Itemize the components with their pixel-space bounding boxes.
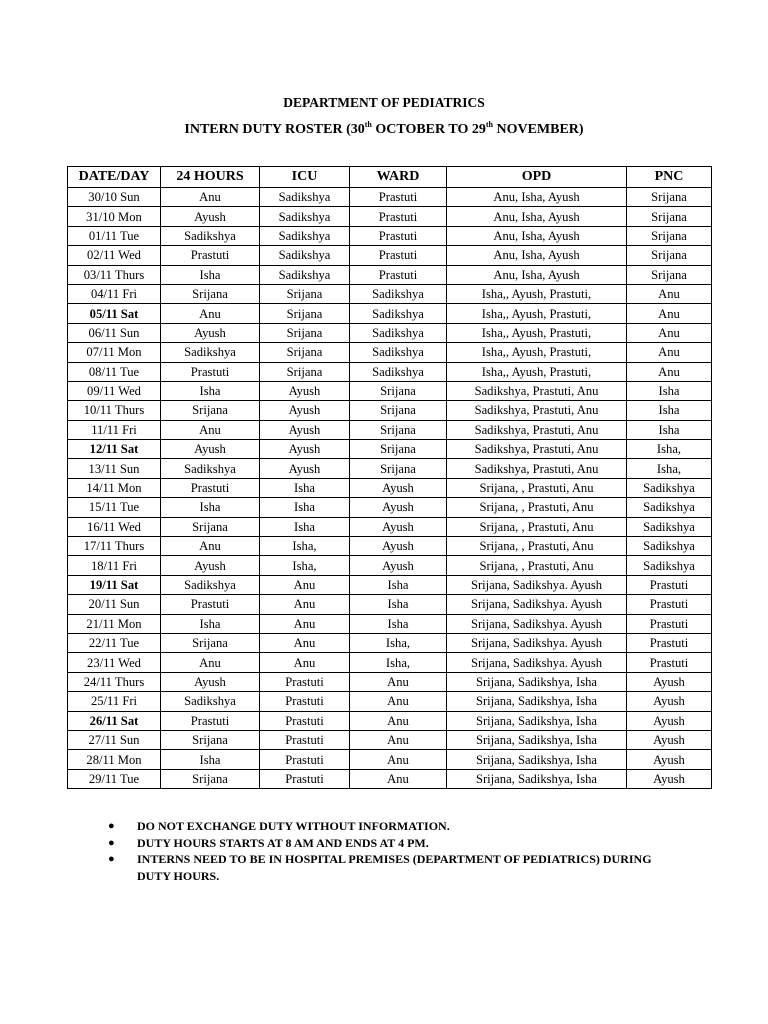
icu-cell: Prastuti (260, 750, 350, 769)
24hours-cell: Sadikshya (161, 226, 260, 245)
icu-cell: Srijana (260, 304, 350, 323)
icu-cell: Sadikshya (260, 188, 350, 207)
table-row (68, 478, 712, 497)
24hours-cell: Sadikshya (161, 692, 260, 711)
table-row (68, 556, 712, 575)
icu-cell: Sadikshya (260, 246, 350, 265)
ward-cell: Ayush (350, 498, 447, 517)
24hours-cell: Anu (161, 420, 260, 439)
opd-cell: Srijana, Sadikshya. Ayush (447, 595, 627, 614)
opd-cell: Isha,, Ayush, Prastuti, (447, 362, 627, 381)
date-cell: 03/11 Thurs (68, 265, 161, 284)
opd-cell: Sadikshya, Prastuti, Anu (447, 381, 627, 400)
note-item (108, 851, 668, 884)
ward-cell: Srijana (350, 420, 447, 439)
24hours-cell: Srijana (161, 284, 260, 303)
24hours-cell: Prastuti (161, 478, 260, 497)
opd-cell: Srijana, Sadikshya, Isha (447, 672, 627, 691)
24hours-cell: Srijana (161, 730, 260, 749)
note-item (108, 818, 668, 835)
note-text: DO NOT EXCHANGE DUTY WITHOUT INFORMATION. (137, 819, 450, 833)
ward-cell: Sadikshya (350, 343, 447, 362)
date-cell: 26/11 Sat (68, 711, 161, 730)
opd-cell: Srijana, Sadikshya. Ayush (447, 653, 627, 672)
24hours-cell: Anu (161, 304, 260, 323)
opd-cell: Isha,, Ayush, Prastuti, (447, 343, 627, 362)
table-row (68, 246, 712, 265)
pnc-cell: Srijana (627, 207, 712, 226)
24hours-cell: Prastuti (161, 711, 260, 730)
table-row (68, 730, 712, 749)
24hours-cell: Srijana (161, 633, 260, 652)
opd-cell: Srijana, Sadikshya. Ayush (447, 575, 627, 594)
table-row (68, 517, 712, 536)
icu-cell: Ayush (260, 401, 350, 420)
ward-cell: Sadikshya (350, 284, 447, 303)
date-cell: 18/11 Fri (68, 556, 161, 575)
roster-title (0, 122, 768, 138)
pnc-cell: Isha, (627, 459, 712, 478)
date-cell: 13/11 Sun (68, 459, 161, 478)
table-row (68, 537, 712, 556)
table-row (68, 633, 712, 652)
ward-cell: Sadikshya (350, 323, 447, 342)
24hours-cell: Sadikshya (161, 343, 260, 362)
24hours-cell: Ayush (161, 672, 260, 691)
icu-cell: Anu (260, 595, 350, 614)
date-cell: 19/11 Sat (68, 575, 161, 594)
24hours-cell: Ayush (161, 207, 260, 226)
24hours-cell: Isha (161, 614, 260, 633)
pnc-cell: Anu (627, 362, 712, 381)
24hours-cell: Sadikshya (161, 459, 260, 478)
table-row (68, 711, 712, 730)
pnc-cell: Prastuti (627, 633, 712, 652)
date-cell: 12/11 Sat (68, 440, 161, 459)
date-cell: 20/11 Sun (68, 595, 161, 614)
24hours-cell: Prastuti (161, 246, 260, 265)
icu-cell: Sadikshya (260, 265, 350, 284)
opd-cell: Srijana, Sadikshya, Isha (447, 692, 627, 711)
ward-cell: Ayush (350, 537, 447, 556)
date-cell: 06/11 Sun (68, 323, 161, 342)
ward-cell: Isha, (350, 633, 447, 652)
opd-cell: Sadikshya, Prastuti, Anu (447, 459, 627, 478)
pnc-cell: Srijana (627, 265, 712, 284)
date-cell: 24/11 Thurs (68, 672, 161, 691)
icu-cell: Prastuti (260, 730, 350, 749)
opd-cell: Sadikshya, Prastuti, Anu (447, 440, 627, 459)
24hours-cell: Ayush (161, 323, 260, 342)
24hours-cell: Srijana (161, 401, 260, 420)
icu-cell: Srijana (260, 362, 350, 381)
opd-cell: Anu, Isha, Ayush (447, 207, 627, 226)
icu-cell: Prastuti (260, 711, 350, 730)
opd-cell: Isha,, Ayush, Prastuti, (447, 284, 627, 303)
24hours-cell: Sadikshya (161, 575, 260, 594)
icu-cell: Isha, (260, 537, 350, 556)
pnc-cell: Ayush (627, 750, 712, 769)
table-row (68, 284, 712, 303)
ward-cell: Srijana (350, 401, 447, 420)
table-row (68, 381, 712, 400)
date-cell: 29/11 Tue (68, 769, 161, 788)
opd-cell: Srijana, , Prastuti, Anu (447, 556, 627, 575)
table-row (68, 226, 712, 245)
table-row (68, 498, 712, 517)
table-row (68, 420, 712, 439)
pnc-cell: Isha (627, 420, 712, 439)
icu-cell: Anu (260, 653, 350, 672)
pnc-cell: Anu (627, 343, 712, 362)
table-row (68, 614, 712, 633)
24hours-cell: Prastuti (161, 362, 260, 381)
notes-list (108, 818, 668, 884)
ward-cell: Anu (350, 672, 447, 691)
date-cell: 21/11 Mon (68, 614, 161, 633)
pnc-cell: Isha (627, 401, 712, 420)
ward-cell: Ayush (350, 478, 447, 497)
pnc-cell: Prastuti (627, 653, 712, 672)
pnc-cell: Isha (627, 381, 712, 400)
pnc-cell: Anu (627, 323, 712, 342)
duty-roster-table (67, 166, 712, 789)
24hours-cell: Ayush (161, 556, 260, 575)
pnc-cell: Ayush (627, 769, 712, 788)
ward-cell: Prastuti (350, 207, 447, 226)
icu-cell: Srijana (260, 343, 350, 362)
ward-cell: Isha, (350, 653, 447, 672)
date-cell: 22/11 Tue (68, 633, 161, 652)
date-cell: 01/11 Tue (68, 226, 161, 245)
date-cell: 25/11 Fri (68, 692, 161, 711)
24hours-cell: Isha (161, 265, 260, 284)
col-header-24hours: 24 HOURS (161, 167, 260, 188)
date-cell: 10/11 Thurs (68, 401, 161, 420)
pnc-cell: Srijana (627, 226, 712, 245)
24hours-cell: Isha (161, 750, 260, 769)
roster-title-sup1: th (364, 120, 372, 129)
pnc-cell: Srijana (627, 246, 712, 265)
table-row (68, 343, 712, 362)
table-row (68, 440, 712, 459)
pnc-cell: Ayush (627, 730, 712, 749)
icu-cell: Anu (260, 614, 350, 633)
note-text: INTERNS NEED TO BE IN HOSPITAL PREMISES (DEPARTMENT OF PEDIATRICS) DURING DUTY HOURS. (137, 852, 652, 883)
date-cell: 04/11 Fri (68, 284, 161, 303)
opd-cell: Sadikshya, Prastuti, Anu (447, 420, 627, 439)
pnc-cell: Sadikshya (627, 478, 712, 497)
24hours-cell: Isha (161, 498, 260, 517)
ward-cell: Anu (350, 730, 447, 749)
date-cell: 07/11 Mon (68, 343, 161, 362)
opd-cell: Srijana, Sadikshya. Ayush (447, 614, 627, 633)
opd-cell: Srijana, , Prastuti, Anu (447, 537, 627, 556)
pnc-cell: Sadikshya (627, 556, 712, 575)
pnc-cell: Prastuti (627, 595, 712, 614)
table-row (68, 575, 712, 594)
opd-cell: Srijana, , Prastuti, Anu (447, 478, 627, 497)
date-cell: 02/11 Wed (68, 246, 161, 265)
opd-cell: Srijana, Sadikshya, Isha (447, 730, 627, 749)
roster-title-part1: INTERN DUTY ROSTER (30 (184, 122, 365, 137)
col-header-pnc: PNC (627, 167, 712, 188)
bullet-icon: ● (108, 836, 115, 849)
ward-cell: Isha (350, 614, 447, 633)
icu-cell: Prastuti (260, 692, 350, 711)
date-cell: 31/10 Mon (68, 207, 161, 226)
ward-cell: Srijana (350, 459, 447, 478)
roster-body (68, 188, 712, 789)
table-row (68, 769, 712, 788)
date-cell: 09/11 Wed (68, 381, 161, 400)
table-row (68, 323, 712, 342)
24hours-cell: Prastuti (161, 595, 260, 614)
icu-cell: Prastuti (260, 672, 350, 691)
opd-cell: Anu, Isha, Ayush (447, 226, 627, 245)
icu-cell: Srijana (260, 323, 350, 342)
icu-cell: Ayush (260, 440, 350, 459)
opd-cell: Anu, Isha, Ayush (447, 188, 627, 207)
24hours-cell: Srijana (161, 517, 260, 536)
table-row (68, 304, 712, 323)
date-cell: 27/11 Sun (68, 730, 161, 749)
header-row (68, 167, 712, 188)
note-item (108, 835, 668, 852)
department-title: DEPARTMENT OF PEDIATRICS (283, 95, 485, 110)
col-header-icu: ICU (260, 167, 350, 188)
table-row (68, 692, 712, 711)
opd-cell: Anu, Isha, Ayush (447, 246, 627, 265)
ward-cell: Ayush (350, 517, 447, 536)
opd-cell: Isha,, Ayush, Prastuti, (447, 323, 627, 342)
col-header-date: DATE/DAY (68, 167, 161, 188)
pnc-cell: Sadikshya (627, 517, 712, 536)
table-row (68, 672, 712, 691)
ward-cell: Prastuti (350, 226, 447, 245)
pnc-cell: Sadikshya (627, 498, 712, 517)
table-row (68, 750, 712, 769)
pnc-cell: Anu (627, 304, 712, 323)
ward-cell: Anu (350, 750, 447, 769)
pnc-cell: Sadikshya (627, 537, 712, 556)
icu-cell: Ayush (260, 420, 350, 439)
ward-cell: Isha (350, 575, 447, 594)
date-cell: 14/11 Mon (68, 478, 161, 497)
icu-cell: Srijana (260, 284, 350, 303)
roster-title-part3: NOVEMBER) (492, 122, 584, 137)
bullet-icon: ● (108, 853, 115, 865)
date-cell: 08/11 Tue (68, 362, 161, 381)
24hours-cell: Srijana (161, 769, 260, 788)
table-row (68, 459, 712, 478)
pnc-cell: Anu (627, 284, 712, 303)
ward-cell: Ayush (350, 556, 447, 575)
ward-cell: Prastuti (350, 265, 447, 284)
date-cell: 11/11 Fri (68, 420, 161, 439)
date-cell: 05/11 Sat (68, 304, 161, 323)
ward-cell: Anu (350, 711, 447, 730)
ward-cell: Prastuti (350, 246, 447, 265)
icu-cell: Isha (260, 517, 350, 536)
opd-cell: Srijana, Sadikshya. Ayush (447, 633, 627, 652)
24hours-cell: Isha (161, 381, 260, 400)
icu-cell: Prastuti (260, 769, 350, 788)
roster-title-sup2: th (485, 120, 493, 129)
opd-cell: Sadikshya, Prastuti, Anu (447, 401, 627, 420)
note-text: DUTY HOURS STARTS AT 8 AM AND ENDS AT 4 PM. (137, 835, 429, 850)
icu-cell: Isha (260, 498, 350, 517)
ward-cell: Isha (350, 595, 447, 614)
opd-cell: Anu, Isha, Ayush (447, 265, 627, 284)
date-cell: 17/11 Thurs (68, 537, 161, 556)
ward-cell: Anu (350, 769, 447, 788)
opd-cell: Srijana, Sadikshya, Isha (447, 711, 627, 730)
opd-cell: Srijana, Sadikshya, Isha (447, 750, 627, 769)
icu-cell: Sadikshya (260, 207, 350, 226)
col-header-ward: WARD (350, 167, 447, 188)
bullet-icon: ● (108, 820, 115, 832)
pnc-cell: Srijana (627, 188, 712, 207)
24hours-cell: Anu (161, 537, 260, 556)
opd-cell: Isha,, Ayush, Prastuti, (447, 304, 627, 323)
opd-cell: Srijana, , Prastuti, Anu (447, 498, 627, 517)
table-row (68, 207, 712, 226)
ward-cell: Prastuti (350, 188, 447, 207)
pnc-cell: Prastuti (627, 575, 712, 594)
date-cell: 30/10 Sun (68, 188, 161, 207)
date-cell: 28/11 Mon (68, 750, 161, 769)
ward-cell: Sadikshya (350, 304, 447, 323)
opd-cell: Srijana, Sadikshya, Isha (447, 769, 627, 788)
pnc-cell: Ayush (627, 672, 712, 691)
ward-cell: Sadikshya (350, 362, 447, 381)
ward-cell: Anu (350, 692, 447, 711)
table-row (68, 265, 712, 284)
roster-title-part2: OCTOBER TO 29 (371, 122, 486, 137)
ward-cell: Srijana (350, 440, 447, 459)
icu-cell: Ayush (260, 381, 350, 400)
icu-cell: Ayush (260, 459, 350, 478)
icu-cell: Anu (260, 633, 350, 652)
opd-cell: Srijana, , Prastuti, Anu (447, 517, 627, 536)
date-cell: 23/11 Wed (68, 653, 161, 672)
icu-cell: Isha, (260, 556, 350, 575)
24hours-cell: Anu (161, 653, 260, 672)
icu-cell: Sadikshya (260, 226, 350, 245)
table-row (68, 188, 712, 207)
icu-cell: Isha (260, 478, 350, 497)
24hours-cell: Anu (161, 188, 260, 207)
pnc-cell: Isha, (627, 440, 712, 459)
date-cell: 15/11 Tue (68, 498, 161, 517)
table-row (68, 401, 712, 420)
icu-cell: Anu (260, 575, 350, 594)
24hours-cell: Ayush (161, 440, 260, 459)
pnc-cell: Prastuti (627, 614, 712, 633)
ward-cell: Srijana (350, 381, 447, 400)
col-header-opd: OPD (447, 167, 627, 188)
table-row (68, 362, 712, 381)
pnc-cell: Ayush (627, 692, 712, 711)
table-row (68, 653, 712, 672)
date-cell: 16/11 Wed (68, 517, 161, 536)
pnc-cell: Ayush (627, 711, 712, 730)
table-row (68, 595, 712, 614)
